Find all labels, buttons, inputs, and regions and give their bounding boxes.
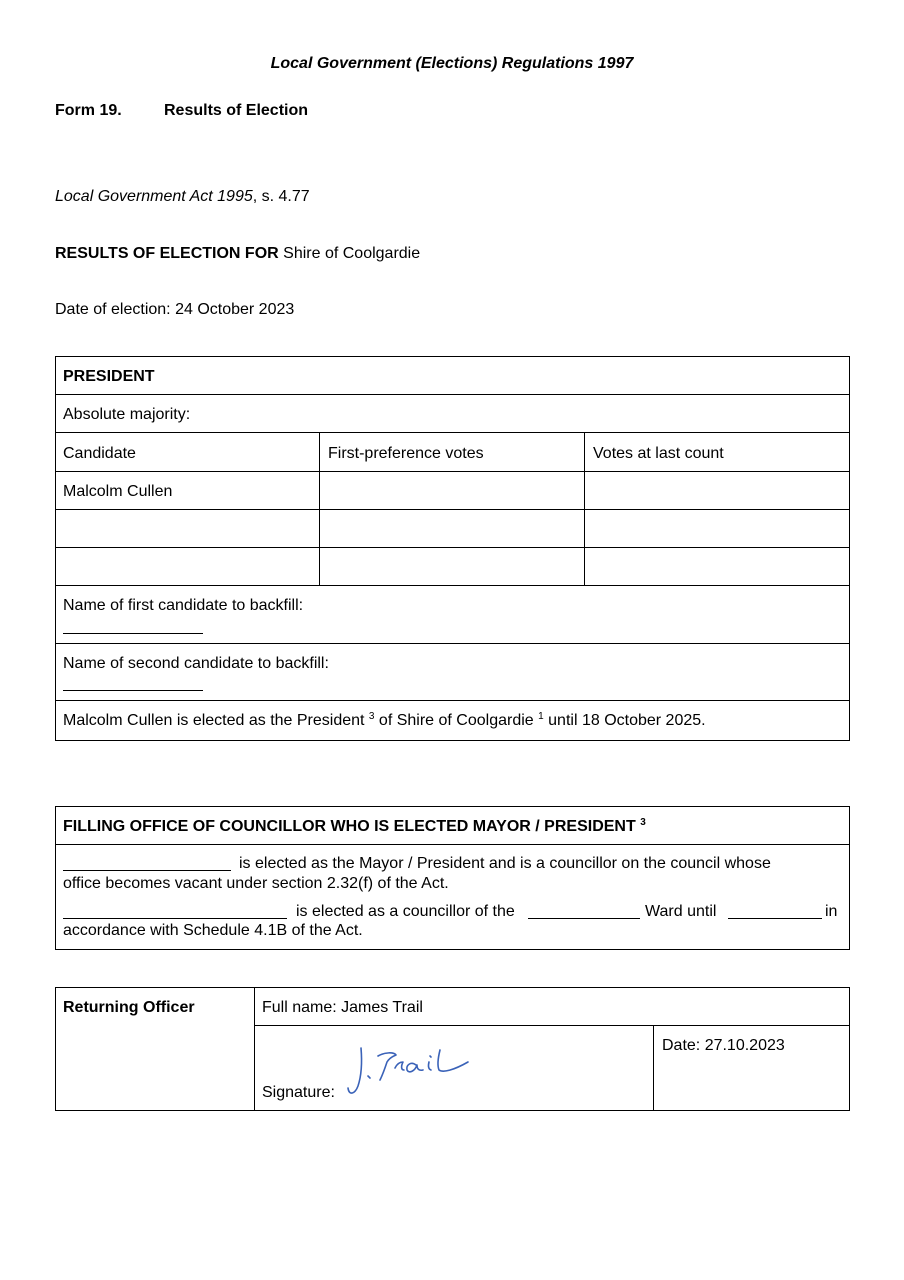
filling-office-para2-text-b: Ward until (645, 903, 717, 920)
results-for-label: RESULTS OF ELECTION FOR (55, 245, 279, 262)
column-header-last-count: Votes at last count (593, 445, 724, 462)
backfill-first-label: Name of first candidate to backfill: (63, 597, 304, 614)
column-divider (254, 987, 255, 1111)
act-name: Local Government Act 1995 (55, 188, 253, 205)
filling-office-para1-line2: office becomes vacant under section 2.32(f) of the Act. (63, 875, 449, 892)
backfill-first-blank (63, 633, 203, 634)
handwritten-signature (340, 1040, 480, 1100)
elected-statement (63, 712, 706, 730)
councillor-name-blank (63, 918, 287, 919)
ward-name-blank (528, 918, 640, 919)
signature-label: Signature: (262, 1084, 335, 1101)
table-divider (55, 844, 850, 845)
returning-officer-full-name: Full name: James Trail (262, 999, 423, 1016)
filling-office-para1-line1: is elected as the Mayor / President and is a councillor on the council whose (239, 855, 771, 872)
column-divider (653, 1025, 654, 1111)
filling-office-para2-text-c: in (825, 903, 838, 920)
elected-statement-text: of Shire of Coolgardie (374, 712, 539, 729)
table-divider (55, 394, 850, 395)
table-divider (55, 585, 850, 586)
table-divider (55, 700, 850, 701)
filling-office-title (63, 818, 646, 836)
backfill-second-blank (63, 690, 203, 691)
footnote-marker: 3 (640, 817, 646, 828)
backfill-second-label: Name of second candidate to backfill: (63, 655, 329, 672)
filling-office-title-text: FILLING OFFICE OF COUNCILLOR WHO IS ELECTED MAYOR / PRESIDENT (63, 818, 636, 835)
filling-office-para2-text-a: is elected as a councillor of the (296, 903, 515, 920)
column-divider (584, 432, 585, 586)
candidate-name: Malcolm Cullen (63, 483, 173, 500)
table-divider (55, 509, 850, 510)
regulation-title: Local Government (Elections) Regulations 1997 (270, 55, 634, 72)
table-divider (55, 432, 850, 433)
column-header-candidate: Candidate (63, 445, 136, 462)
results-for-value: Shire of Coolgardie (278, 245, 421, 262)
results-for (55, 245, 420, 263)
footnote-marker: 1 (538, 711, 544, 722)
column-header-first-preference: First-preference votes (328, 445, 484, 462)
act-reference (55, 188, 310, 206)
table-divider (254, 1025, 850, 1026)
elected-statement-text: until 18 October 2025. (543, 712, 706, 729)
column-divider (319, 432, 320, 586)
form-number: Form 19. (55, 102, 122, 119)
footnote-marker: 3 (368, 711, 375, 722)
table-divider (55, 471, 850, 472)
elected-statement-text: Malcolm Cullen is elected as the President (63, 712, 369, 729)
election-date: Date of election: 24 October 2023 (55, 301, 295, 318)
until-date-blank (728, 918, 822, 919)
filling-office-para2-line2: accordance with Schedule 4.1B of the Act. (63, 922, 363, 939)
act-section: , s. 4.77 (252, 188, 310, 205)
form-title: Results of Election (164, 102, 309, 119)
mayor-name-blank (63, 870, 231, 871)
table-divider (55, 643, 850, 644)
signature-date: Date: 27.10.2023 (662, 1037, 785, 1054)
table-divider (55, 547, 850, 548)
president-heading: PRESIDENT (63, 368, 155, 385)
returning-officer-label: Returning Officer (63, 999, 195, 1016)
absolute-majority-label: Absolute majority: (63, 406, 191, 423)
